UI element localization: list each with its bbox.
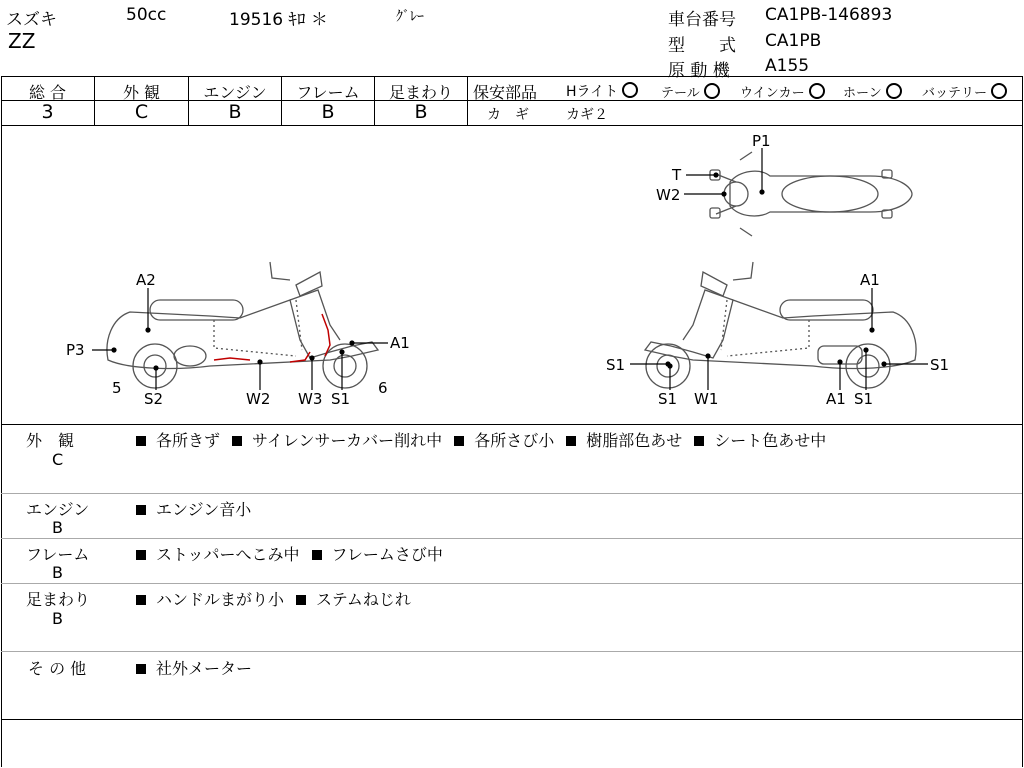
bullet-icon [136, 664, 146, 674]
remark-title-other: そ の 他 [28, 659, 87, 678]
frame-no: CA1PB-146893 [765, 5, 893, 25]
grade-header-engine: エンジン [203, 83, 267, 102]
remark-title-frame: フレーム [26, 545, 90, 564]
bullet-icon [136, 595, 146, 605]
mileage: 19516 ｷﾛ ＊ [229, 10, 328, 30]
color: ｸﾞﾚｰ [396, 9, 424, 25]
remark-items-other: 社外メーター [136, 656, 264, 679]
ok-circle-icon [622, 82, 638, 98]
frame-no-label: 車台番号 [668, 10, 736, 30]
safety-item-battery: バッテリー [922, 82, 1007, 101]
ok-circle-icon [704, 83, 720, 99]
divider [1, 493, 1022, 494]
model-name: ZZ [8, 29, 36, 53]
divider [467, 76, 468, 125]
diagram-label: 6 [378, 379, 388, 397]
safety-item-tail: テール [661, 82, 720, 101]
damage-diagram [0, 126, 1022, 423]
grade-value-frame: B [321, 101, 335, 123]
divider [1, 538, 1022, 539]
safety-item-headlight: Hライト [566, 81, 638, 101]
grade-value-engine: B [228, 101, 242, 123]
diagram-label: P1 [752, 132, 771, 150]
diagram-label: S1 [854, 390, 874, 408]
remark-grade-engine: B [52, 518, 63, 537]
engine-label: 原 動 機 [668, 61, 730, 81]
divider [1, 583, 1022, 584]
engine-value: A155 [765, 56, 810, 76]
grade-header-frame: フレーム [296, 83, 360, 102]
diagram-label: A2 [136, 271, 156, 289]
remark-grade-suspension: B [52, 609, 63, 628]
remark-title-exterior: 外 観 [26, 431, 75, 450]
diagram-label: A1 [860, 271, 880, 289]
diagram-label: S2 [144, 390, 164, 408]
diagram-label: S1 [331, 390, 351, 408]
remark-title-engine: エンジン [26, 500, 90, 519]
divider [1, 719, 1022, 720]
safety-item-horn: ホーン [843, 82, 902, 101]
remark-grade-exterior: C [52, 450, 64, 469]
type-label: 型 式 [668, 36, 736, 56]
bullet-icon [694, 436, 704, 446]
bullet-icon [136, 505, 146, 515]
bullet-icon [232, 436, 242, 446]
key-label: カ ギ [487, 107, 529, 123]
remark-grade-frame: B [52, 563, 63, 582]
diagram-label: W2 [246, 390, 271, 408]
grade-header-exterior: 外 観 [122, 83, 161, 102]
diagram-label: T [672, 166, 682, 184]
grade-header-suspension: 足まわり [388, 83, 453, 102]
remark-items-exterior: 各所きず サイレンサーカバー削れ中 各所さび小 樹脂部色あせ シート色あせ中 [136, 428, 838, 451]
divider [1, 424, 1022, 425]
bullet-icon [312, 550, 322, 560]
remark-items-engine: エンジン音小 [136, 497, 263, 520]
diagram-label: A1 [826, 390, 846, 408]
key-value: カギ２ [566, 107, 608, 123]
diagram-label: S1 [658, 390, 678, 408]
diagram-label: W3 [298, 390, 323, 408]
scooter-top-view [710, 152, 912, 236]
diagram-label: 5 [112, 379, 122, 397]
remark-items-suspension: ハンドルまがり小 ステムねじれ [136, 587, 423, 610]
remark-items-frame: ストッパーへこみ中 フレームさび中 [136, 542, 455, 565]
bullet-icon [296, 595, 306, 605]
ok-circle-icon [886, 83, 902, 99]
bullet-icon [136, 436, 146, 446]
bullet-icon [136, 550, 146, 560]
diagram-label: S1 [930, 356, 950, 374]
displacement: 50cc [126, 5, 167, 25]
diagram-label: W2 [656, 186, 681, 204]
diagram-label: S1 [606, 356, 626, 374]
grade-value-exterior: C [134, 101, 149, 123]
safety-label: 保安部品 [473, 83, 538, 102]
diagram-label: P3 [66, 341, 85, 359]
diagram-label: W1 [694, 390, 719, 408]
bullet-icon [566, 436, 576, 446]
diagram-label: A1 [390, 334, 410, 352]
divider [1, 651, 1022, 652]
grade-value-suspension: B [414, 101, 428, 123]
bullet-icon [454, 436, 464, 446]
safety-item-winker: ウインカー [740, 82, 825, 101]
maker: スズキ [6, 10, 57, 30]
remark-title-suspension: 足まわり [26, 590, 91, 609]
grade-value-overall: 3 [41, 101, 54, 123]
ok-circle-icon [809, 83, 825, 99]
grade-header-overall: 総 合 [28, 83, 67, 102]
ok-circle-icon [991, 83, 1007, 99]
type-value: CA1PB [765, 31, 822, 51]
